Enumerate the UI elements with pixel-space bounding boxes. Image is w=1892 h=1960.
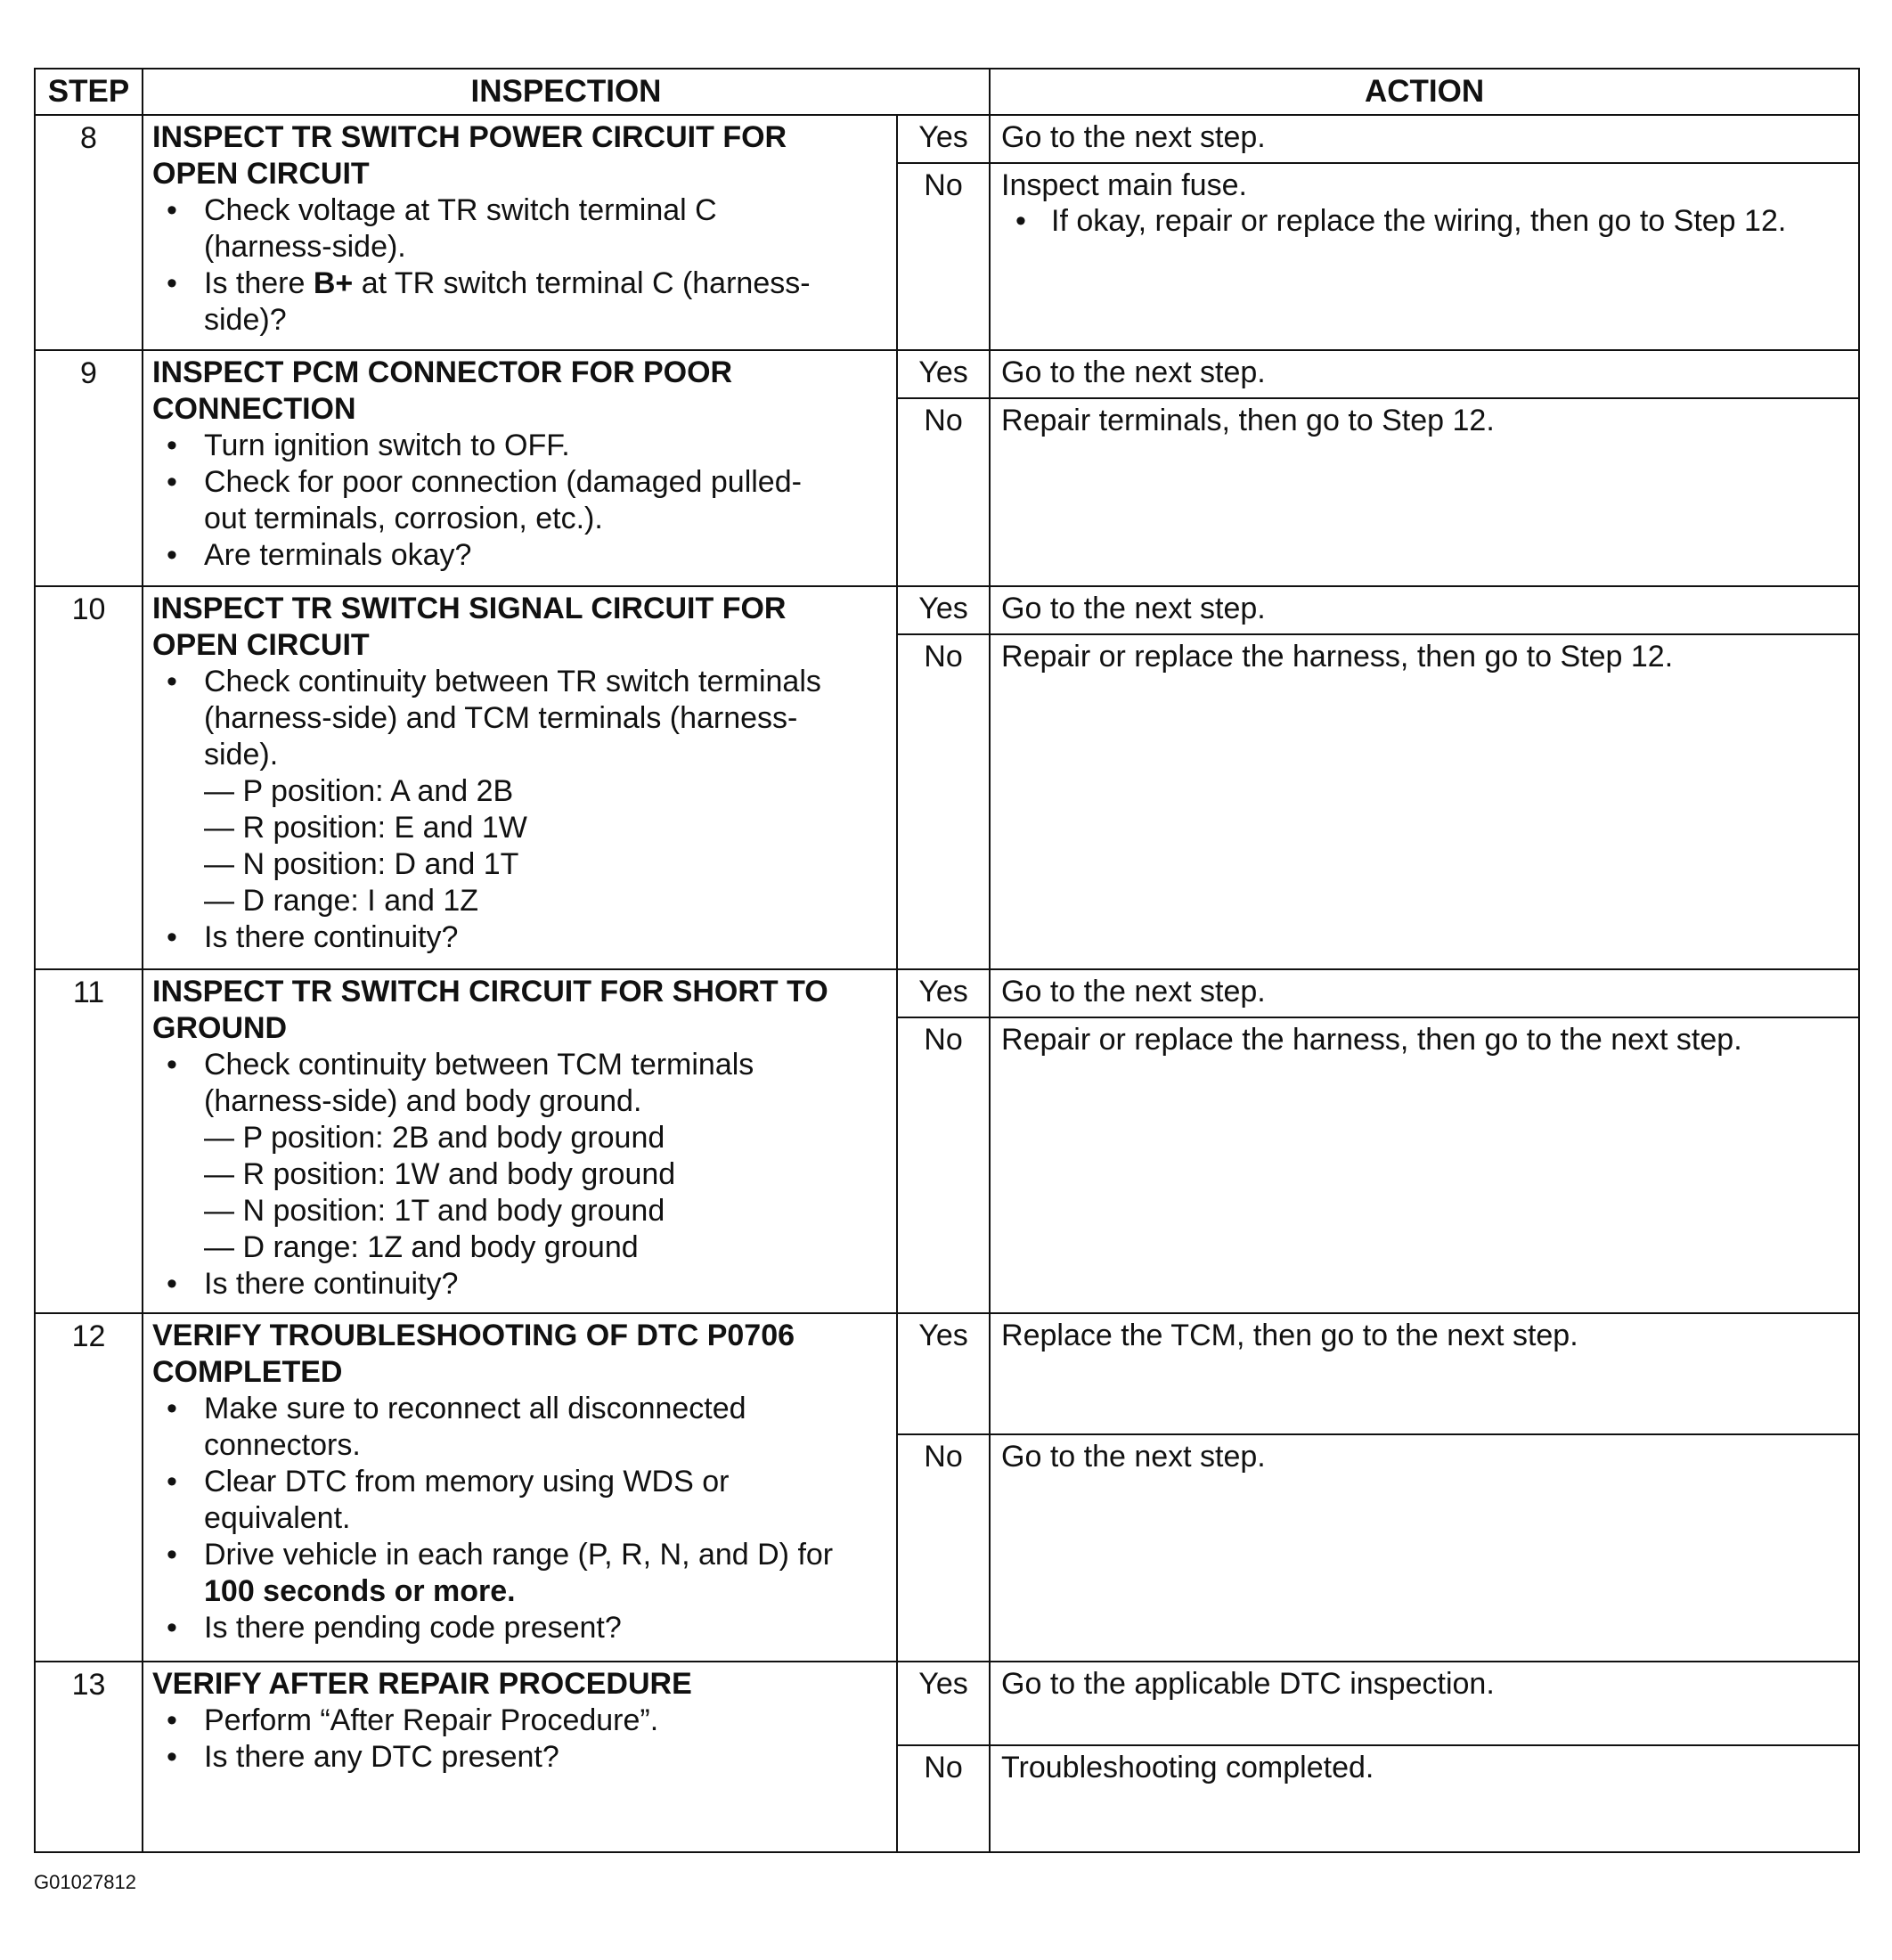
emphasis-text: B+ [313,266,354,300]
yes-no-cell [897,350,990,586]
bullet-line: — D range: I and 1Z [204,884,479,918]
step-number: 12 [35,1313,143,1662]
table-body [35,115,1859,1852]
bullet-icon: • [167,465,177,499]
bullet-icon: • [1015,204,1026,238]
action-cell [990,969,1859,1313]
inspection-title [152,1318,889,1391]
inspection-title [152,974,889,1047]
bullet-icon: • [167,538,177,572]
header-step: STEP [35,69,143,115]
bullet-line: Are terminals okay? [204,538,472,572]
inspection-cell [143,1313,897,1662]
inspection-bullet [152,664,889,919]
bullet-icon: • [167,266,177,300]
header-row [35,69,1859,115]
no-label: No [924,404,963,437]
bullet-icon: • [167,1740,177,1774]
inspection-bullet [152,1047,889,1266]
inspection-title-line: INSPECT PCM CONNECTOR FOR POOR [152,355,733,389]
no-action-text: Repair or replace the harness, then go to Step 12. [1001,640,1674,674]
inspection-bullet [152,1391,889,1464]
bullet-icon: • [167,429,177,462]
table-row [35,586,1859,969]
bullet-icon: • [167,1703,177,1737]
action-cell [990,1662,1859,1852]
bullet-line: Check voltage at TR switch terminal C [204,193,717,227]
bullet-line: — R position: 1W and body ground [204,1157,676,1191]
table-row [35,1662,1859,1852]
inspection-cell [143,1662,897,1852]
bullet-line: — N position: 1T and body ground [204,1194,665,1228]
bullet-line: Check continuity between TCM terminals [204,1048,754,1082]
bullet-line: Clear DTC from memory using WDS or [204,1465,730,1499]
no-label: No [924,1023,963,1057]
inspection-bullet-list [152,428,889,574]
action-bullet-list [1001,203,1851,239]
yes-label: Yes [898,351,989,399]
bullet-line: connectors. [204,1428,361,1462]
inspection-bullet-list [152,1047,889,1303]
bullet-line: (harness-side) and TCM terminals (harness- [204,701,798,735]
table-row [35,350,1859,586]
inspection-bullet [152,428,889,464]
header-inspection: INSPECTION [143,69,990,115]
action-bullet [1001,203,1851,239]
inspection-cell [143,969,897,1313]
bullet-line: — P position: A and 2B [204,774,514,808]
bullet-line: Check continuity between TR switch terminals [204,665,821,698]
bullet-line: Perform “After Repair Procedure”. [204,1703,659,1737]
bullet-line: (harness-side). [204,230,406,264]
inspection-bullet [152,537,889,574]
bullet-icon: • [167,193,177,227]
inspection-bullet [152,1739,889,1776]
action-cell [990,586,1859,969]
no-action [991,1435,1858,1661]
yes-label: Yes [898,970,989,1018]
no-action-text: Repair terminals, then go to Step 12. [1001,404,1495,437]
inspection-bullet-list [152,192,889,339]
inspection-title-line: COMPLETED [152,1355,343,1389]
step-number: 11 [35,969,143,1313]
inspection-bullet [152,919,889,956]
bullet-icon: • [167,1267,177,1301]
bullet-line: out terminals, corrosion, etc.). [204,502,603,535]
no-label: No [924,1751,963,1784]
inspection-title-line: INSPECT TR SWITCH POWER CIRCUIT FOR [152,120,787,154]
bullet-line: Is there B+ at TR switch terminal C (harness- [204,266,811,300]
table-row [35,1313,1859,1662]
inspection-cell [143,350,897,586]
step-number: 8 [35,115,143,350]
inspection-bullet [152,464,889,537]
bullet-icon: • [167,920,177,954]
yes-label: Yes [898,587,989,635]
inspection-title-line: INSPECT TR SWITCH CIRCUIT FOR SHORT TO [152,975,828,1009]
no-action [991,399,1858,585]
bullet-line: — P position: 2B and body ground [204,1121,665,1155]
yes-label: Yes [898,116,989,164]
action-cell [990,1313,1859,1662]
step-number: 9 [35,350,143,586]
action-cell [990,350,1859,586]
inspection-bullet [152,1537,889,1610]
inspection-title-line: VERIFY TROUBLESHOOTING OF DTC P0706 [152,1319,795,1352]
step-number: 10 [35,586,143,969]
inspection-title [152,1666,889,1703]
yes-action: Go to the next step. [991,970,1858,1018]
bullet-icon: • [167,1538,177,1572]
yes-no-cell [897,1313,990,1662]
yes-label: Yes [898,1662,989,1746]
no-action-text: Repair or replace the harness, then go to the next step. [1001,1023,1742,1057]
inspection-title-line: VERIFY AFTER REPAIR PROCEDURE [152,1667,692,1701]
bullet-line: side)? [204,303,287,337]
no-action [991,1018,1858,1312]
bullet-line: Drive vehicle in each range (P, R, N, and D) for [204,1538,834,1572]
no-action-text: Troubleshooting completed. [1001,1751,1374,1784]
bullet-icon: • [167,1392,177,1425]
inspection-bullet [152,1266,889,1303]
yes-no-cell [897,1662,990,1852]
inspection-title [152,355,889,428]
inspection-title-line: GROUND [152,1011,288,1045]
inspection-bullet-list [152,1703,889,1776]
inspection-cell [143,115,897,350]
bullet-line: — R position: E and 1W [204,811,527,845]
no-label: No [924,640,963,674]
inspection-bullet [152,1703,889,1739]
bullet-icon: • [167,1611,177,1645]
bullet-line: Make sure to reconnect all disconnected [204,1392,746,1425]
bullet-line: (harness-side) and body ground. [204,1084,642,1118]
action-cell [990,115,1859,350]
yes-label: Yes [898,1314,989,1435]
diagnostic-table [34,68,1860,1853]
yes-action: Go to the next step. [991,351,1858,399]
inspection-bullet [152,1610,889,1646]
bullet-icon: • [167,1048,177,1082]
inspection-bullet [152,1464,889,1537]
inspection-title-line: OPEN CIRCUIT [152,628,370,662]
bullet-line: side). [204,738,279,772]
yes-action: Go to the applicable DTC inspection. [991,1662,1858,1746]
inspection-title [152,591,889,664]
yes-action: Go to the next step. [991,116,1858,164]
table-row [35,969,1859,1313]
yes-no-cell [897,586,990,969]
inspection-title-line: INSPECT TR SWITCH SIGNAL CIRCUIT FOR [152,592,787,625]
bullet-line: equivalent. [204,1501,351,1535]
bullet-line: 100 seconds or more. [204,1574,516,1608]
bullet-icon: • [167,1465,177,1499]
yes-action: Replace the TCM, then go to the next step. [991,1314,1858,1435]
bullet-line: Is there pending code present? [204,1611,622,1645]
bullet-line: Is there any DTC present? [204,1740,559,1774]
no-label: No [924,1440,963,1474]
inspection-bullet [152,265,889,339]
yes-action: Go to the next step. [991,587,1858,635]
inspection-bullet [152,192,889,265]
inspection-bullet-list [152,1391,889,1646]
figure-id: G01027812 [34,1871,136,1893]
no-label: No [924,168,963,202]
bullet-line: Is there continuity? [204,1267,459,1301]
yes-no-cell [897,115,990,350]
yes-no-cell [897,969,990,1313]
no-action-text: Inspect main fuse. [1001,168,1247,202]
header-action: ACTION [990,69,1859,115]
diagnostic-table-sheet [34,68,1858,1853]
bullet-line: Is there continuity? [204,920,459,954]
table-row [35,115,1859,350]
bullet-line: Check for poor connection (damaged pulled- [204,465,802,499]
no-action [991,164,1858,349]
bullet-icon: • [167,665,177,698]
bullet-line: — N position: D and 1T [204,847,519,881]
action-bullet-text: If okay, repair or replace the wiring, then go to Step 12. [1051,204,1787,238]
inspection-cell [143,586,897,969]
inspection-title-line: CONNECTION [152,392,356,426]
no-action-text: Go to the next step. [1001,1440,1266,1474]
step-number: 13 [35,1662,143,1852]
inspection-title-line: OPEN CIRCUIT [152,157,370,191]
inspection-bullet-list [152,664,889,956]
no-action [991,1746,1858,1851]
no-action [991,635,1858,968]
inspection-title [152,119,889,192]
bullet-line: Turn ignition switch to OFF. [204,429,570,462]
bullet-line: — D range: 1Z and body ground [204,1230,639,1264]
